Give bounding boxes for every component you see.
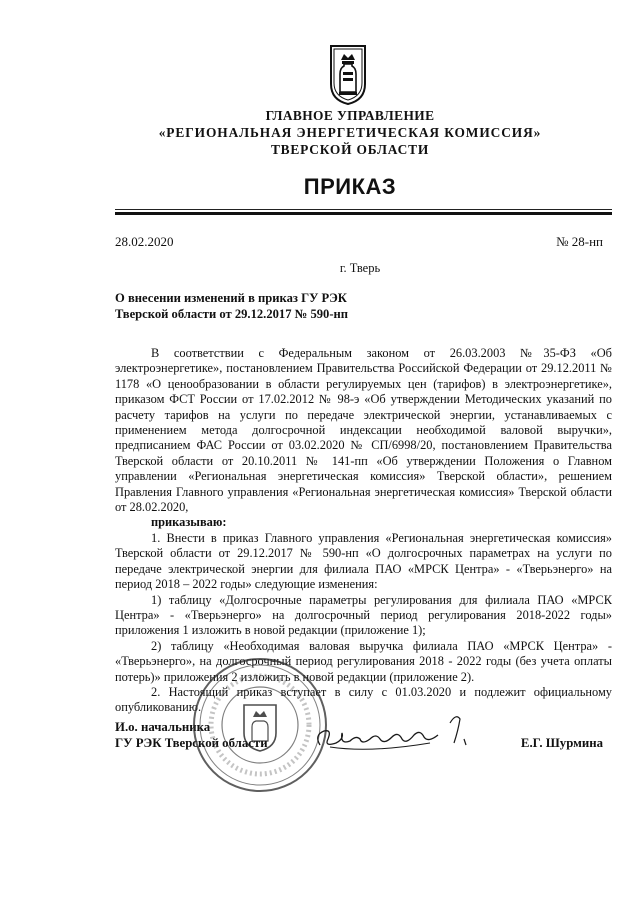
signer-name: Е.Г. Шурмина <box>520 736 603 750</box>
official-seal-icon <box>190 655 330 795</box>
order-word: приказываю: <box>151 515 227 530</box>
item-1-1-paragraph: 1) таблицу «Долгосрочные параметры регулирования для филиала ПАО «МРСК Центра» - «Тверьэнерго» на долгосрочный период регулирования 2018-2022 годы» приложения 1 изложить в новой редакции (приложение 1); <box>115 592 612 638</box>
org-name-line-3: ТВЕРСКОЙ ОБЛАСТИ <box>270 142 430 157</box>
document-subject <box>115 290 435 322</box>
org-name-line-1: ГЛАВНОЕ УПРАВЛЕНИЕ <box>265 108 435 123</box>
document-type-title: ПРИКАЗ <box>303 174 397 199</box>
item-1-2-paragraph: 2) таблицу «Необходимая валовая выручка филиала ПАО «МРСК Центра» - «Тверьэнерго», на долгосрочный период регулирования 2018 - 2022 годы (без учета оплаты потерь)» приложения 2 изложить в новой редакции (приложение 2). <box>115 638 612 684</box>
document-city: г. Тверь <box>339 261 381 275</box>
org-name-line-2: «РЕГИОНАЛЬНАЯ ЭНЕРГЕТИЧЕСКАЯ КОМИССИЯ» <box>158 125 542 140</box>
document-date: 28.02.2020 <box>115 234 174 249</box>
item-1-paragraph: 1. Внести в приказ Главного управления «Региональная энергетическая комиссия» Тверской области от 29.12.2017 № 590-нп «О долгосрочных параметрах на услуги по передаче электрической энергии для филиала ПАО «МРСК Центра» - «Тверьэнерго» на период 2018 – 2022 годы» следующие изменения: <box>115 530 612 592</box>
header-divider-thin <box>115 209 612 210</box>
subject-line-2: Тверской области от 29.12.2017 № 590-нп <box>115 307 349 321</box>
document-number: № 28-нп <box>556 234 603 249</box>
item-2-paragraph: 2. Настоящий приказ вступает в силу с 01.03.2020 и подлежит официальному опубликованию. <box>115 684 612 715</box>
coat-of-arms-icon <box>329 44 367 106</box>
preamble-paragraph: В соответствии с Федеральным законом от 26.03.2003 №35-ФЗ «Об электроэнергетике», постановлением Правительства Российской Федерации от 29.12.2011 № 1178 «О ценообразовании в области регулируемых цен (тарифов) в электроэнергетике», приказом ФСТ России от 17.02.2012 № 98-э «Об утверждении Методических указаний по расчету тарифов на услуги по передаче электрической энергии, устанавливаемых с применением метода долгосрочной индексации необходимой валовой выручки», предписанием ФАС России от 03.02.2020 № СП/6998/20, постановлением Правительства Тверской области от 20.10.2011 № 141-пп «Об утверждении Положения о Главном управлении «Региональная энергетическая комиссия» Тверской области», решением Правления Главного управления «Региональная энергетическая комиссия» Тверской области от 28.02.2020, <box>115 346 612 515</box>
signer-position-line-2: ГУ РЭК Тверской области <box>115 736 268 750</box>
signer-position-line-1: И.о. начальника <box>115 720 211 734</box>
subject-line-1: О внесении изменений в приказ ГУ РЭК <box>115 291 347 305</box>
header-divider-thick <box>115 212 612 215</box>
handwritten-signature-icon <box>310 705 480 765</box>
